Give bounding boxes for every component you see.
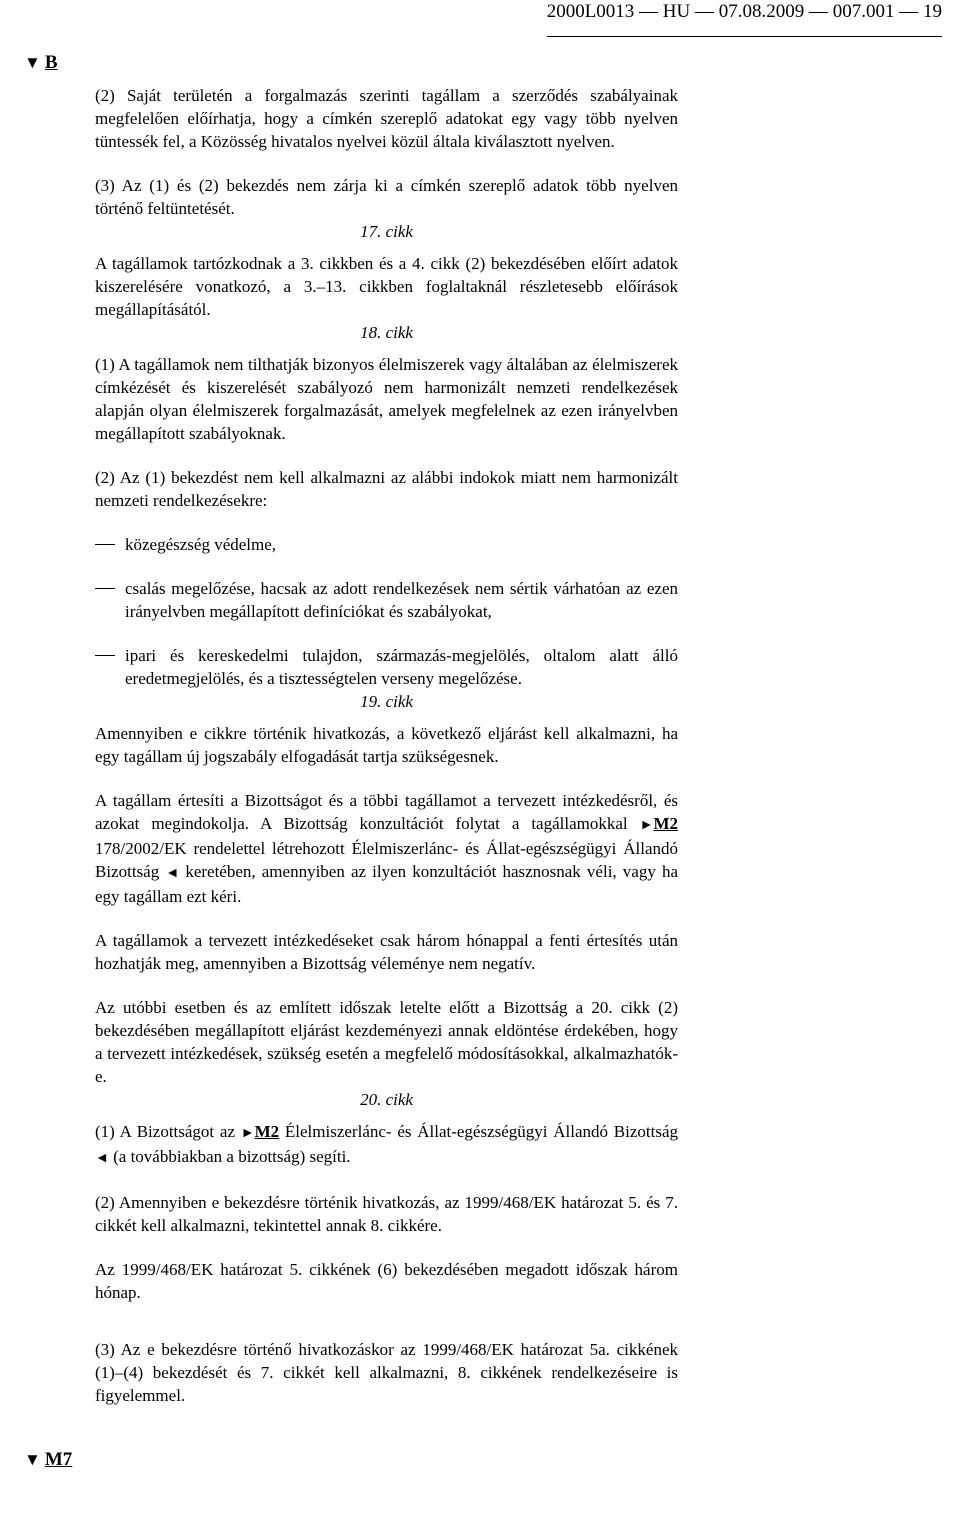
marker-b <box>24 52 58 74</box>
paragraph-text: 178/2002/EK rendelettel létrehozott Élelmiszerlánc- és Állat-egészségügyi Állandó Bizottság <box>95 839 678 881</box>
arrow-right-icon: ► <box>639 818 654 833</box>
triangle-down-icon: ▼ <box>24 53 41 72</box>
paragraph: A tagállamok tartózkodnak a 3. cikkben és a 4. cikk (2) bekezdésében előírt adatok kiszerelésére vonatkozó, a 3.–13. cikkben foglaltaknál részletesebb előírások megállapításától. <box>95 254 678 319</box>
list-item-text: csalás megelőzése, hacsak az adott rendelkezések nem sértik várhatóan az ezen irányelvben megállapított definíciókat és szabályokat, <box>125 579 678 621</box>
paragraph: (3) Az e bekezdésre történő hivatkozáskor az 1999/468/EK határozat 5a. cikkének (1)–(4) bekezdését és 7. cikkét kell alkalmazni, 8. cikkének rendelkezéseire is figyelemmel. <box>95 1340 678 1405</box>
list-item <box>95 577 678 623</box>
amendment-reference[interactable] <box>241 1122 279 1141</box>
paragraph-text: A tagállam értesíti a Bizottságot és a többi tagállamot a tervezett intézkedésről, és azokat megindokolja. A Bizottság konzultációt folytat a tagállamokkal <box>95 791 678 833</box>
paragraph: Az utóbbi esetben és az említett időszak letelte előtt a Bizottság a 20. cikk (2) bekezdésében megállapított eljárást kezdeményezi annak eldöntése érdekében, hogy a tervezett intézkedések, szükség esetén a megfelelő módosításokkal, alkalmazhatók-e. <box>95 998 678 1086</box>
list-item <box>95 533 678 556</box>
paragraph: (1) A tagállamok nem tilthatják bizonyos élelmiszerek vagy általában az élelmiszerek címkézését és kiszerelését szabályozó nem harmonizált nemzeti rendelkezések alapján olyan élelmiszerek forgalmazását, amelyek megfelelnek az ezen irányelvben megállapított szabályoknak. <box>95 355 678 443</box>
list-item <box>95 644 678 690</box>
marker-m7-label: M7 <box>44 1449 73 1470</box>
marker-b-label: B <box>44 52 58 73</box>
paragraph-text: keretében, amennyiben az ilyen konzultációt hasznosnak véli, vagy ha egy tagállam ezt kéri. <box>95 862 679 906</box>
triangle-down-icon: ▼ <box>24 1450 41 1469</box>
paragraph: Az 1999/468/EK határozat 5. cikkének (6) bekezdésében megadott időszak három hónap. <box>95 1260 678 1302</box>
paragraph-text: (1) A Bizottságot az <box>95 1122 235 1141</box>
paragraph: (2) Saját területén a forgalmazás szerinti tagállam a szerződés szabályainak megfelelően előírhatja, hogy a címkén szereplő adatokat egy vagy több nyelven tüntessék fel, a Közösség hivatalos nyelvei közül általa kiválasztott nyelven. <box>95 86 678 151</box>
paragraph: A tagállamok a tervezett intézkedéseket csak három hónappal a fenti értesítés után hozhatják meg, amennyiben a Bizottság véleménye nem negatív. <box>95 931 678 973</box>
list-item-text: közegészség védelme, <box>125 535 277 554</box>
paragraph-text: (a továbbiakban a bizottság) segíti. <box>113 1147 351 1166</box>
amendment-code: M2 <box>254 1122 280 1141</box>
page-header <box>547 0 942 37</box>
paragraph-text: Élelmiszerlánc- és Állat-egészségügyi Állandó Bizottság <box>284 1122 678 1141</box>
document-body <box>95 84 678 1407</box>
article-title-18: 18. cikk <box>360 323 413 342</box>
list-item-text: ipari és kereskedelmi tulajdon, származás-megjelölés, oltalom alatt álló eredetmegjelölés, és a tisztességtelen verseny megelőzése. <box>125 646 678 688</box>
arrow-left-icon: ◄ <box>95 1151 109 1166</box>
document-reference: 2000L0013 — HU — 07.08.2009 — 007.001 — 19 <box>546 1 942 22</box>
article-title-20: 20. cikk <box>360 1090 413 1109</box>
arrow-right-icon: ► <box>240 1126 255 1141</box>
paragraph <box>95 1120 678 1170</box>
article-title-17: 17. cikk <box>360 222 413 241</box>
article-title-19: 19. cikk <box>360 692 413 711</box>
marker-m7 <box>24 1449 72 1471</box>
paragraph: (3) Az (1) és (2) bekezdés nem zárja ki a címkén szereplő adatok több nyelven történő feltüntetését. <box>95 176 678 218</box>
amendment-reference[interactable] <box>640 814 678 833</box>
paragraph: (2) Amennyiben e bekezdésre történik hivatkozás, az 1999/468/EK határozat 5. és 7. cikkét kell alkalmazni, tekintettel annak 8. cikkére. <box>95 1193 678 1235</box>
paragraph: Amennyiben e cikkre történik hivatkozás, a következő eljárást kell alkalmazni, ha egy tagállam új jogszabály elfogadását tartja szükségesnek. <box>95 724 678 766</box>
arrow-left-icon: ◄ <box>165 866 180 881</box>
amendment-code: M2 <box>653 814 678 833</box>
paragraph: (2) Az (1) bekezdést nem kell alkalmazni az alábbi indokok miatt nem harmonizált nemzeti rendelkezésekre: <box>95 468 678 510</box>
paragraph <box>95 789 678 908</box>
